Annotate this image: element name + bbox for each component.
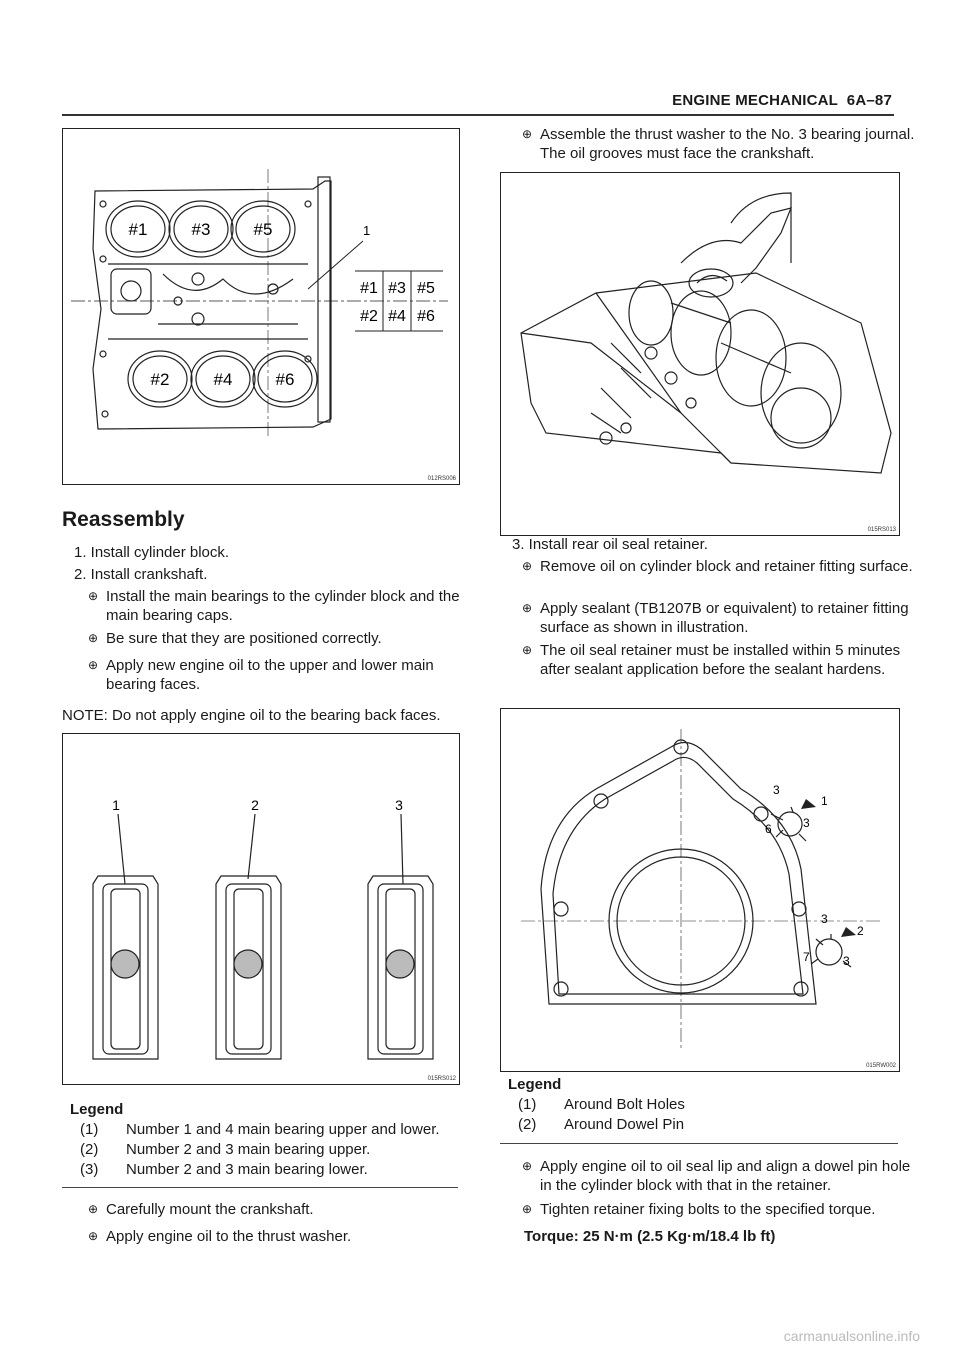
bullet-item: ⊕ Remove oil on cylinder block and retainer fitting surface. [522, 557, 916, 576]
retainer-label: 1 [821, 794, 828, 808]
bullet-item: ⊕ Be sure that they are positioned correctly. [88, 629, 478, 648]
step-1: 1. Install cylinder block. [74, 544, 230, 561]
bullet-item: ⊕ Apply engine oil to oil seal lip and align a dowel pin hole in the cylinder block with that in the retainer. [522, 1157, 916, 1195]
page-number: 6A–87 [846, 92, 892, 109]
torque-spec: Torque: 25 N·m (2.5 Kg·m/18.4 lb ft) [524, 1228, 776, 1245]
grid-label: #6 [417, 308, 435, 325]
retainer-label: 3 [821, 912, 828, 926]
legend-item: (2) Number 2 and 3 main bearing upper. [80, 1141, 371, 1158]
step-2: 2. Install crankshaft. [74, 566, 208, 583]
legend-divider [62, 1187, 458, 1188]
retainer-figure [500, 708, 900, 1072]
callout-1: 1 [363, 223, 371, 238]
step-3: 3. Install rear oil seal retainer. [512, 536, 708, 553]
legend-2 [508, 1075, 685, 1135]
page-header [672, 92, 892, 109]
legend-item: (1) Number 1 and 4 main bearing upper and lower. [80, 1121, 440, 1138]
cylinder-block-diagram [63, 129, 459, 484]
bearing-label: 1 [112, 797, 120, 813]
note: NOTE: Do not apply engine oil to the bearing back faces. [62, 707, 441, 724]
legend-item: (3) Number 2 and 3 main bearing lower. [80, 1161, 368, 1178]
grid-label: #3 [388, 280, 406, 297]
bullet-item: ⊕ Apply engine oil to the thrust washer. [88, 1227, 478, 1246]
retainer-label: 3 [843, 954, 850, 968]
bullet-item: ⊕ Assemble the thrust washer to the No. 3 bearing journal. The oil grooves must face the crankshaft. [522, 125, 916, 163]
legend-item: (2) Around Dowel Pin [518, 1116, 685, 1133]
retainer-label: 6 [765, 822, 772, 836]
figure-id: 012RS006 [427, 476, 456, 482]
bearing-label: 2 [251, 797, 259, 813]
bearings-figure [62, 733, 460, 1085]
bore-label: #6 [275, 370, 295, 389]
grid-label: #5 [417, 280, 435, 297]
retainer-diagram [501, 709, 899, 1071]
legend-1 [70, 1100, 440, 1180]
grid-label: #4 [388, 308, 406, 325]
retainer-label: 7 [803, 950, 810, 964]
legend-item: (1) Around Bolt Holes [518, 1096, 685, 1113]
retainer-label: 3 [773, 783, 780, 797]
figure-id: 015RW002 [866, 1063, 896, 1069]
legend-divider [500, 1143, 898, 1144]
figure-id: 015RS012 [427, 1076, 456, 1082]
bullet-item: ⊕ Apply new engine oil to the upper and lower main bearing faces. [88, 656, 478, 694]
header-rule [62, 114, 894, 116]
section-title: ENGINE MECHANICAL [672, 92, 839, 109]
bullet-item: ⊕ The oil seal retainer must be installed within 5 minutes after sealant application before the sealant hardens. [522, 641, 916, 679]
retainer-label: 3 [803, 816, 810, 830]
bore-label: #4 [213, 370, 233, 389]
legend-title: Legend [508, 1076, 562, 1093]
figure-id: 015RS013 [867, 527, 896, 533]
bore-label: #2 [150, 370, 170, 389]
bore-label: #5 [253, 220, 273, 239]
bearing-label: 3 [395, 797, 403, 813]
retainer-label: 2 [857, 924, 864, 938]
bullet-item: ⊕ Carefully mount the crankshaft. [88, 1200, 478, 1219]
cylinder-block-figure [62, 128, 460, 485]
thrust-washer-figure [500, 172, 900, 536]
bore-label: #1 [128, 220, 148, 239]
grid-label: #1 [360, 280, 378, 297]
section-heading: Reassembly [62, 508, 185, 531]
watermark: carmanualsonline.info [783, 1328, 920, 1344]
bullet-item: ⊕ Tighten retainer fixing bolts to the specified torque. [522, 1200, 916, 1219]
bullet-item: ⊕ Install the main bearings to the cylinder block and the main bearing caps. [88, 587, 478, 625]
thrust-washer-diagram [501, 173, 899, 535]
bore-label: #3 [191, 220, 211, 239]
bullet-item: ⊕ Apply sealant (TB1207B or equivalent) to retainer fitting surface as shown in illustration. [522, 599, 916, 637]
bearings-diagram [63, 734, 459, 1084]
legend-title: Legend [70, 1101, 124, 1118]
grid-label: #2 [360, 308, 378, 325]
